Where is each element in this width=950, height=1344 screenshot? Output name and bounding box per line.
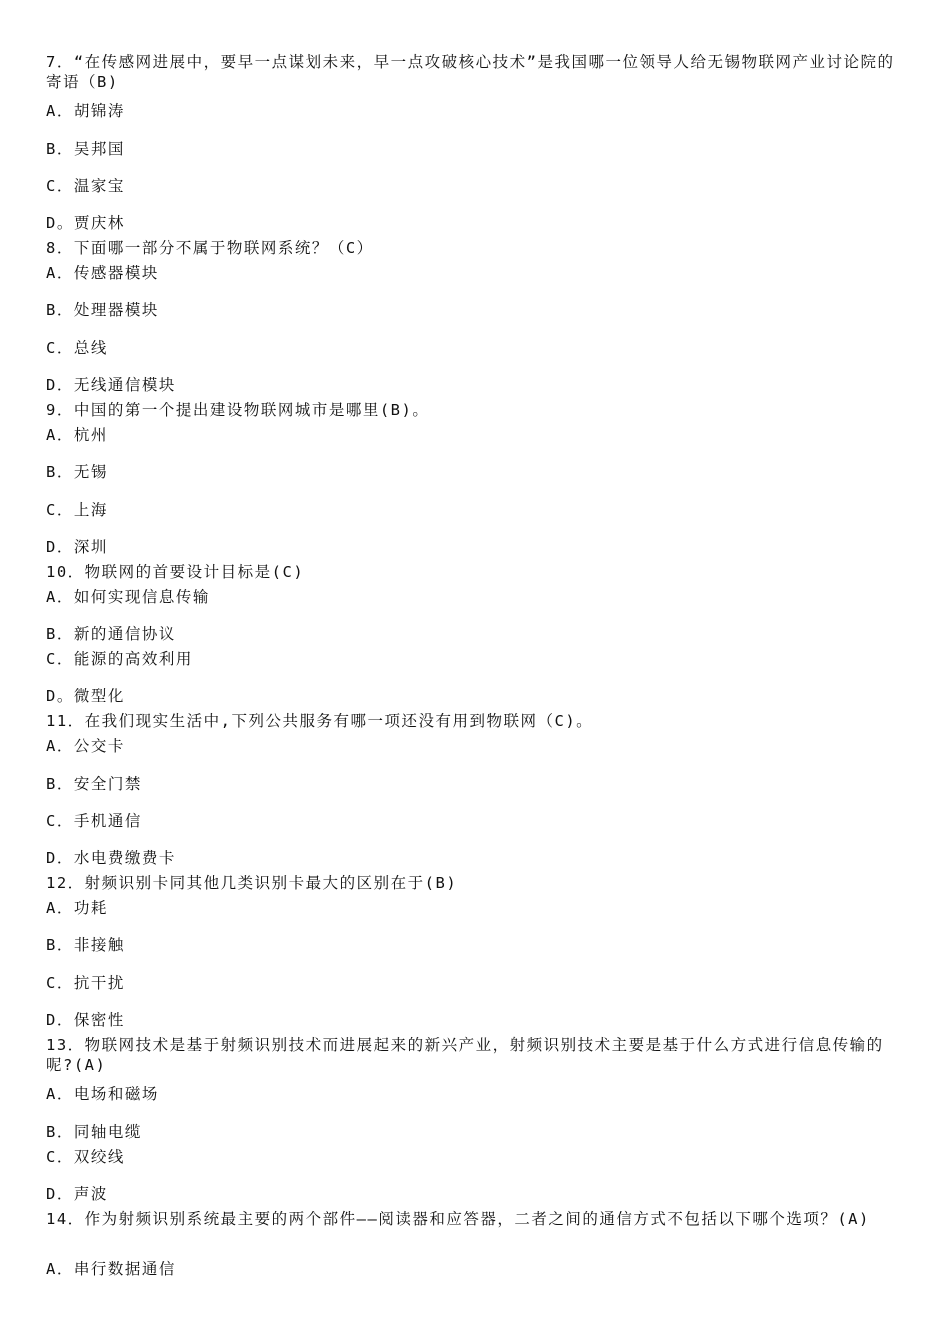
question-10-option-c: C．能源的高效利用 bbox=[46, 650, 193, 668]
question-9-option-d: D．深圳 bbox=[46, 538, 108, 556]
question-7-stem: 7．“在传感网进展中，要早一点谋划未来，早一点攻破核心技术”是我国哪一位领导人给无锡物联网产业讨论院的寄语（B) bbox=[46, 53, 895, 91]
question-14-option-a: A．串行数据通信 bbox=[46, 1260, 176, 1278]
question-13-option-a: A．电场和磁场 bbox=[46, 1085, 159, 1103]
question-13-stem: 13．物联网技术是基于射频识别技术而进展起来的新兴产业，射频识别技术主要是基于什么方式进行信息传输的呢?(A) bbox=[46, 1036, 884, 1074]
question-9-stem: 9．中国的第一个提出建设物联网城市是哪里(B)。 bbox=[46, 401, 430, 419]
question-11-option-c: C．手机通信 bbox=[46, 812, 142, 830]
question-8-option-a: A．传感器模块 bbox=[46, 264, 159, 282]
question-11-option-b: B．安全门禁 bbox=[46, 775, 142, 793]
question-13-option-d: D．声波 bbox=[46, 1185, 108, 1203]
question-9-option-b: B．无锡 bbox=[46, 463, 108, 481]
question-7-option-b: B．吴邦国 bbox=[46, 140, 125, 158]
question-12-stem: 12．射频识别卡同其他几类识别卡最大的区别在于(B) bbox=[46, 874, 458, 892]
question-10-option-d: D。微型化 bbox=[46, 687, 125, 705]
question-12-option-b: B．非接触 bbox=[46, 936, 125, 954]
question-10-stem: 10．物联网的首要设计目标是(C) bbox=[46, 563, 305, 581]
question-13-option-b: B．同轴电缆 bbox=[46, 1123, 142, 1141]
question-10-option-b: B．新的通信协议 bbox=[46, 625, 176, 643]
question-9-option-c: C．上海 bbox=[46, 501, 108, 519]
question-9-option-a: A．杭州 bbox=[46, 426, 108, 444]
question-8-option-b: B．处理器模块 bbox=[46, 301, 159, 319]
question-11-option-a: A．公交卡 bbox=[46, 737, 125, 755]
question-8-option-d: D．无线通信模块 bbox=[46, 376, 176, 394]
question-11-option-d: D．水电费缴费卡 bbox=[46, 849, 176, 867]
question-8-option-c: C．总线 bbox=[46, 339, 108, 357]
question-11-stem: 11．在我们现实生活中,下列公共服务有哪一项还没有用到物联网（C)。 bbox=[46, 712, 594, 730]
question-13-option-c: C．双绞线 bbox=[46, 1148, 125, 1166]
question-7-option-c: C．温家宝 bbox=[46, 177, 125, 195]
question-7-option-d: D。贾庆林 bbox=[46, 214, 125, 232]
question-12-option-c: C．抗干扰 bbox=[46, 974, 125, 992]
question-12-option-a: A．功耗 bbox=[46, 899, 108, 917]
question-12-option-d: D．保密性 bbox=[46, 1011, 125, 1029]
question-10-option-a: A．如何实现信息传输 bbox=[46, 588, 210, 606]
question-14-stem: 14．作为射频识别系统最主要的两个部件——阅读器和应答器，二者之间的通信方式不包括以下哪个选项？(A) bbox=[46, 1210, 870, 1228]
question-8-stem: 8．下面哪一部分不属于物联网系统？（C） bbox=[46, 239, 374, 257]
question-7-option-a: A．胡锦涛 bbox=[46, 102, 125, 120]
